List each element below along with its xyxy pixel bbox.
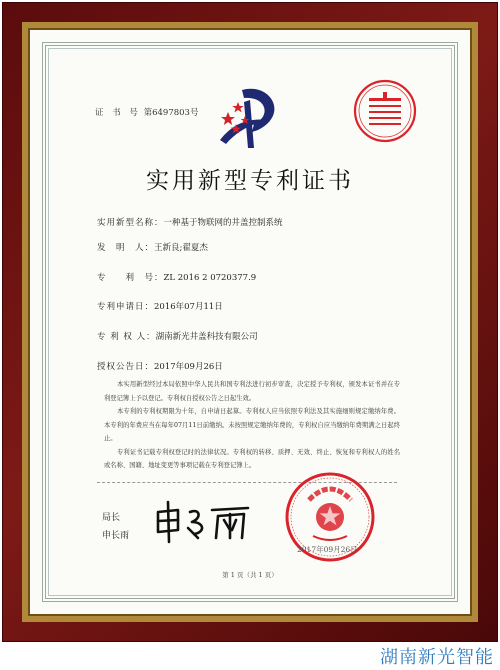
- certificate-number-label: 证 书 号: [95, 108, 141, 118]
- certificate-stamp: [352, 78, 418, 148]
- bureau-label: 局长: [102, 513, 121, 523]
- field-value: 2016年07月11日: [154, 302, 223, 312]
- field-value: 2017年09月26日: [154, 362, 223, 372]
- field-label: 专 利 权 人：: [97, 332, 156, 342]
- brand-watermark: 湖南新光智能: [380, 647, 494, 668]
- field-value: 湖南新光井盖科技有限公司: [155, 332, 258, 342]
- field-patent-number: [97, 271, 256, 283]
- body-paragraph: 本实用新型经过本局依照中华人民共和国专利法进行初步审查，决定授予专利权，颁发本证书并在专利登记簿上予以登记。专利权自授权公告之日起生效。: [104, 381, 400, 402]
- field-announcement-date: [97, 360, 223, 372]
- field-label: 专利申请日：: [97, 302, 155, 312]
- body-paragraph: 本专利的专利权期限为十年，自申请日起算。专利权人应当依照专利法及其实施细则规定缴纳年费。本专利的年费应当在每年07月11日前缴纳。未按照规定缴纳年费的，专利权自应当缴纳年费期满之日起终止。: [104, 408, 400, 442]
- field-label: 实用新型名称：: [97, 218, 164, 228]
- field-patentee: [97, 330, 258, 342]
- field-label: 授权公告日：: [97, 362, 155, 372]
- field-label: 发 明 人：: [97, 243, 155, 253]
- seal-date: 2017年09月26日: [297, 545, 358, 554]
- certificate-body: [104, 378, 400, 473]
- certificate-number: [95, 106, 198, 118]
- page-indicator: 第 1 页（共 1 页）: [222, 571, 278, 579]
- field-inventor: [97, 241, 208, 253]
- field-label: 专 利 号：: [97, 273, 164, 283]
- body-paragraph: 专利证书记载专利权登记时的法律状况。专利权的转移、质押、无效、终止、恢复和专利权人的姓名或名称、国籍、地址变更等事项记载在专利登记簿上。: [104, 448, 400, 469]
- field-value: 王新良;翟夏杰: [154, 243, 208, 253]
- certificate-number-value: 第6497803号: [143, 108, 199, 118]
- certificate-title: 实用新型专利证书: [146, 168, 354, 194]
- director-name: 申长雨: [102, 531, 130, 541]
- field-filing-date: [97, 300, 223, 312]
- field-value: 一种基于物联网的井盖控制系统: [163, 218, 283, 228]
- field-value: ZL 2016 2 0720377.9: [163, 273, 257, 283]
- patent-office-emblem-icon: [214, 78, 288, 160]
- field-utility-model-name: [97, 216, 283, 228]
- director-signature: [152, 500, 252, 548]
